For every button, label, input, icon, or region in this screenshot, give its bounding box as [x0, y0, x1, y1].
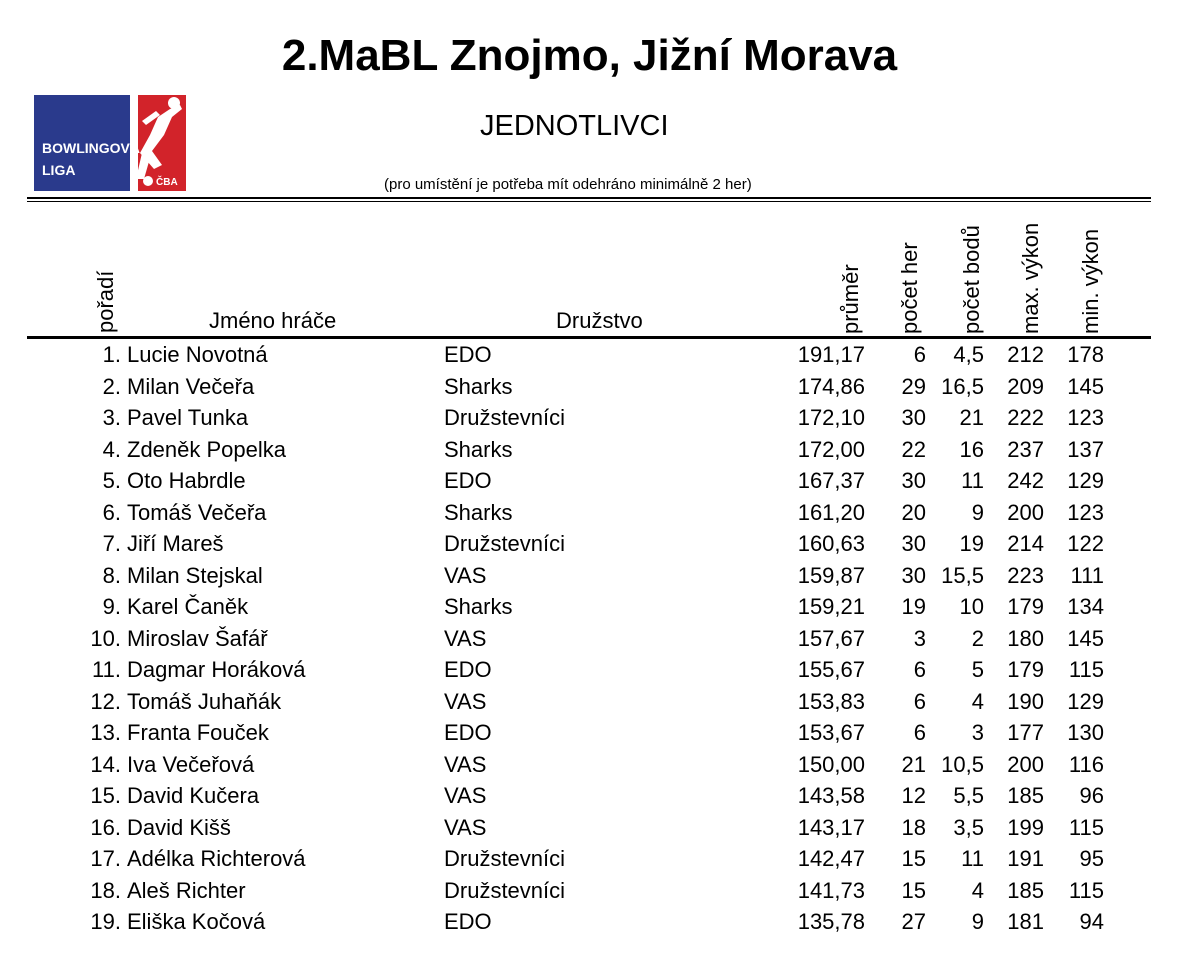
table-row	[0, 780, 1179, 811]
cell-points: 3	[971, 720, 984, 745]
table-row	[0, 339, 1179, 370]
cell-average: 157,67	[797, 625, 865, 651]
cell-max: 199	[1007, 814, 1044, 840]
cell-points: 4,5	[953, 342, 984, 367]
table-row	[0, 749, 1179, 780]
logo-line2: LIGA	[42, 162, 76, 178]
col-header-rank: pořadí	[93, 270, 118, 333]
cell-max: 177	[1007, 720, 1044, 745]
cell-name: David Kučera	[127, 783, 260, 808]
cell-rank: 1.	[102, 342, 121, 367]
cell-rank: 9.	[102, 594, 121, 619]
eligibility-note: (pro umístění je potřeba mít odehráno minimálně 2 her)	[384, 176, 752, 193]
cell-average: 155,67	[797, 657, 865, 682]
cell-name: Eliška Kočová	[127, 909, 266, 934]
table-row	[0, 843, 1179, 874]
cell-average: 167,37	[797, 468, 865, 493]
cell-team: VAS	[444, 688, 487, 714]
cell-name: Iva Večeřová	[127, 751, 255, 777]
table-row	[0, 875, 1179, 906]
header-rule-bottom	[27, 201, 1151, 202]
table-row	[0, 402, 1179, 433]
cell-max: 212	[1007, 342, 1044, 367]
cell-rank: 12.	[90, 688, 121, 714]
cell-max: 185	[1007, 877, 1044, 903]
cell-name: Lucie Novotná	[127, 342, 268, 367]
col-header-points: počet bodů	[959, 225, 984, 334]
cell-min: 130	[1067, 720, 1104, 745]
cell-min: 111	[1070, 562, 1104, 588]
cell-name: Milan Stejskal	[127, 562, 263, 588]
table-row	[0, 434, 1179, 465]
cell-rank: 17.	[90, 846, 121, 871]
cell-rank: 2.	[102, 373, 121, 399]
col-header-team: Družstvo	[556, 308, 643, 333]
table-row	[0, 591, 1179, 622]
col-header-max: max. výkon	[1018, 222, 1043, 334]
cell-team: VAS	[444, 783, 487, 808]
cell-rank: 13.	[90, 720, 121, 745]
page-title: 2.MaBL Znojmo, Jižní Morava	[281, 31, 898, 80]
logo-graphic	[34, 95, 186, 191]
cell-name: Karel Čaněk	[127, 594, 249, 619]
cell-min: 145	[1067, 373, 1104, 399]
table-row	[0, 465, 1179, 496]
cell-team: VAS	[444, 625, 487, 651]
cell-name: David Kišš	[127, 814, 231, 840]
cell-points: 2	[971, 625, 984, 651]
cell-average: 143,58	[797, 783, 865, 808]
cell-games: 6	[913, 720, 926, 745]
cell-points: 3,5	[953, 814, 984, 840]
cell-games: 30	[901, 405, 926, 430]
cell-points: 21	[959, 405, 984, 430]
cell-rank: 19.	[90, 909, 121, 934]
cell-rank: 15.	[90, 783, 121, 808]
cell-rank: 3.	[102, 405, 121, 430]
cell-average: 191,17	[797, 342, 865, 367]
cell-team: EDO	[444, 720, 492, 745]
cell-rank: 16.	[90, 814, 121, 840]
cell-min: 123	[1067, 499, 1104, 525]
table-row	[0, 812, 1179, 843]
cell-name: Oto Habrdle	[127, 468, 246, 493]
cell-points: 11	[961, 468, 984, 493]
cell-max: 223	[1007, 562, 1044, 588]
cell-average: 141,73	[797, 877, 865, 903]
cell-average: 153,83	[797, 688, 865, 714]
cell-games: 18	[901, 814, 926, 840]
cell-min: 134	[1067, 594, 1104, 619]
cell-rank: 7.	[102, 531, 121, 556]
cell-name: Aleš Richter	[127, 877, 246, 903]
cell-games: 12	[901, 783, 926, 808]
cell-min: 123	[1067, 405, 1104, 430]
cell-average: 160,63	[797, 531, 865, 556]
bowling-league-logo	[34, 95, 186, 191]
cell-points: 15,5	[941, 562, 984, 588]
logo-line1: BOWLINGOVÁ	[42, 140, 140, 156]
cell-min: 95	[1079, 846, 1104, 871]
cell-games: 20	[901, 499, 926, 525]
cell-min: 115	[1068, 877, 1104, 903]
table-row	[0, 654, 1179, 685]
cell-points: 4	[971, 877, 984, 903]
cell-max: 179	[1007, 594, 1044, 619]
cell-max: 179	[1007, 657, 1044, 682]
cell-games: 21	[901, 751, 926, 777]
cell-points: 5,5	[953, 783, 984, 808]
cell-name: Dagmar Horáková	[127, 657, 306, 682]
cell-points: 11	[961, 846, 984, 871]
cell-name: Tomáš Juhaňák	[127, 688, 282, 714]
cell-points: 16	[959, 436, 984, 462]
cell-min: 129	[1067, 688, 1104, 714]
cell-team: EDO	[444, 909, 492, 934]
cell-max: 222	[1007, 405, 1044, 430]
cell-team: VAS	[444, 814, 487, 840]
cell-rank: 8.	[102, 562, 121, 588]
cell-min: 129	[1067, 468, 1104, 493]
cell-games: 3	[913, 625, 926, 651]
cell-points: 9	[971, 499, 984, 525]
cell-games: 30	[901, 562, 926, 588]
cell-points: 10,5	[941, 751, 984, 777]
cell-games: 15	[901, 877, 926, 903]
cell-points: 9	[971, 909, 984, 934]
cell-min: 116	[1068, 751, 1104, 777]
col-header-name: Jméno hráče	[209, 308, 337, 333]
cell-average: 143,17	[797, 814, 865, 840]
cell-max: 214	[1007, 531, 1044, 556]
cell-team: EDO	[444, 342, 492, 367]
cell-max: 181	[1007, 909, 1044, 934]
cell-rank: 5.	[102, 468, 121, 493]
col-header-games: počet her	[897, 242, 922, 334]
cell-games: 30	[901, 531, 926, 556]
cell-min: 178	[1067, 342, 1104, 367]
cell-team: EDO	[444, 468, 492, 493]
col-header-min: min. výkon	[1078, 228, 1103, 334]
cell-max: 200	[1007, 499, 1044, 525]
table-row	[0, 623, 1179, 654]
cell-average: 135,78	[797, 909, 865, 934]
cell-rank: 4.	[102, 436, 121, 462]
cell-team: VAS	[444, 751, 487, 777]
cell-min: 145	[1067, 625, 1104, 651]
cell-games: 27	[901, 909, 926, 934]
cell-average: 172,10	[797, 405, 865, 430]
cell-max: 209	[1007, 373, 1044, 399]
cell-name: Adélka Richterová	[127, 846, 306, 871]
cell-max: 180	[1007, 625, 1044, 651]
cell-points: 5	[971, 657, 984, 682]
cell-team: Sharks	[444, 594, 513, 619]
cell-team: VAS	[444, 562, 487, 588]
cell-team: Sharks	[444, 499, 513, 525]
cell-average: 150,00	[797, 751, 865, 777]
cell-average: 161,20	[797, 499, 865, 525]
cell-average: 174,86	[797, 373, 865, 399]
cell-max: 200	[1007, 751, 1044, 777]
cell-max: 185	[1007, 783, 1044, 808]
cell-average: 153,67	[797, 720, 865, 745]
cell-points: 16,5	[941, 373, 984, 399]
cell-rank: 6.	[102, 499, 121, 525]
cell-average: 142,47	[797, 846, 865, 871]
cell-name: Zdeněk Popelka	[127, 436, 286, 462]
cell-rank: 14.	[90, 751, 121, 777]
cell-games: 19	[901, 594, 926, 619]
cell-name: Jiří Mareš	[127, 531, 224, 556]
cell-team: Družstevníci	[444, 846, 566, 871]
cell-min: 122	[1067, 531, 1104, 556]
ball-icon	[143, 176, 153, 186]
cell-name: Tomáš Večeřa	[127, 499, 267, 525]
cell-games: 15	[901, 846, 926, 871]
cell-min: 115	[1068, 814, 1104, 840]
cell-games: 29	[901, 373, 926, 399]
cell-max: 237	[1007, 436, 1044, 462]
cell-min: 96	[1079, 783, 1104, 808]
table-row	[0, 717, 1179, 748]
cell-team: Sharks	[444, 436, 513, 462]
cell-min: 94	[1079, 909, 1104, 934]
cell-games: 6	[913, 688, 926, 714]
cell-average: 172,00	[797, 436, 865, 462]
cell-games: 6	[913, 657, 926, 682]
cell-max: 190	[1007, 688, 1044, 714]
cell-max: 191	[1007, 846, 1044, 871]
cell-average: 159,87	[797, 562, 865, 588]
cell-rank: 18.	[90, 877, 121, 903]
col-header-avg: průměr	[838, 264, 863, 334]
cell-points: 19	[959, 531, 984, 556]
cell-average: 159,21	[797, 594, 865, 619]
cell-min: 137	[1067, 436, 1104, 462]
cell-team: Družstevníci	[444, 531, 566, 556]
header-rule-top	[27, 197, 1151, 199]
logo-mark: ČBA	[156, 177, 178, 188]
table-row	[0, 686, 1179, 717]
cell-name: Miroslav Šafář	[127, 625, 268, 651]
cell-team: EDO	[444, 657, 492, 682]
table-row	[0, 497, 1179, 528]
table-row	[0, 528, 1179, 559]
cell-max: 242	[1007, 468, 1044, 493]
cell-games: 6	[913, 342, 926, 367]
cell-team: Družstevníci	[444, 877, 566, 903]
page-subtitle: JEDNOTLIVCI	[480, 110, 669, 142]
cell-points: 4	[971, 688, 984, 714]
cell-name: Pavel Tunka	[127, 405, 249, 430]
cell-name: Milan Večeřa	[127, 373, 255, 399]
table-row	[0, 560, 1179, 591]
cell-name: Franta Fouček	[127, 720, 269, 745]
cell-rank: 10.	[90, 625, 121, 651]
cell-points: 10	[959, 594, 984, 619]
cell-rank: 11.	[92, 657, 121, 682]
cell-games: 22	[901, 436, 926, 462]
cell-team: Sharks	[444, 373, 513, 399]
table-row	[0, 371, 1179, 402]
cell-team: Družstevníci	[444, 405, 566, 430]
cell-min: 115	[1068, 657, 1104, 682]
table-row	[0, 906, 1179, 937]
cell-games: 30	[901, 468, 926, 493]
